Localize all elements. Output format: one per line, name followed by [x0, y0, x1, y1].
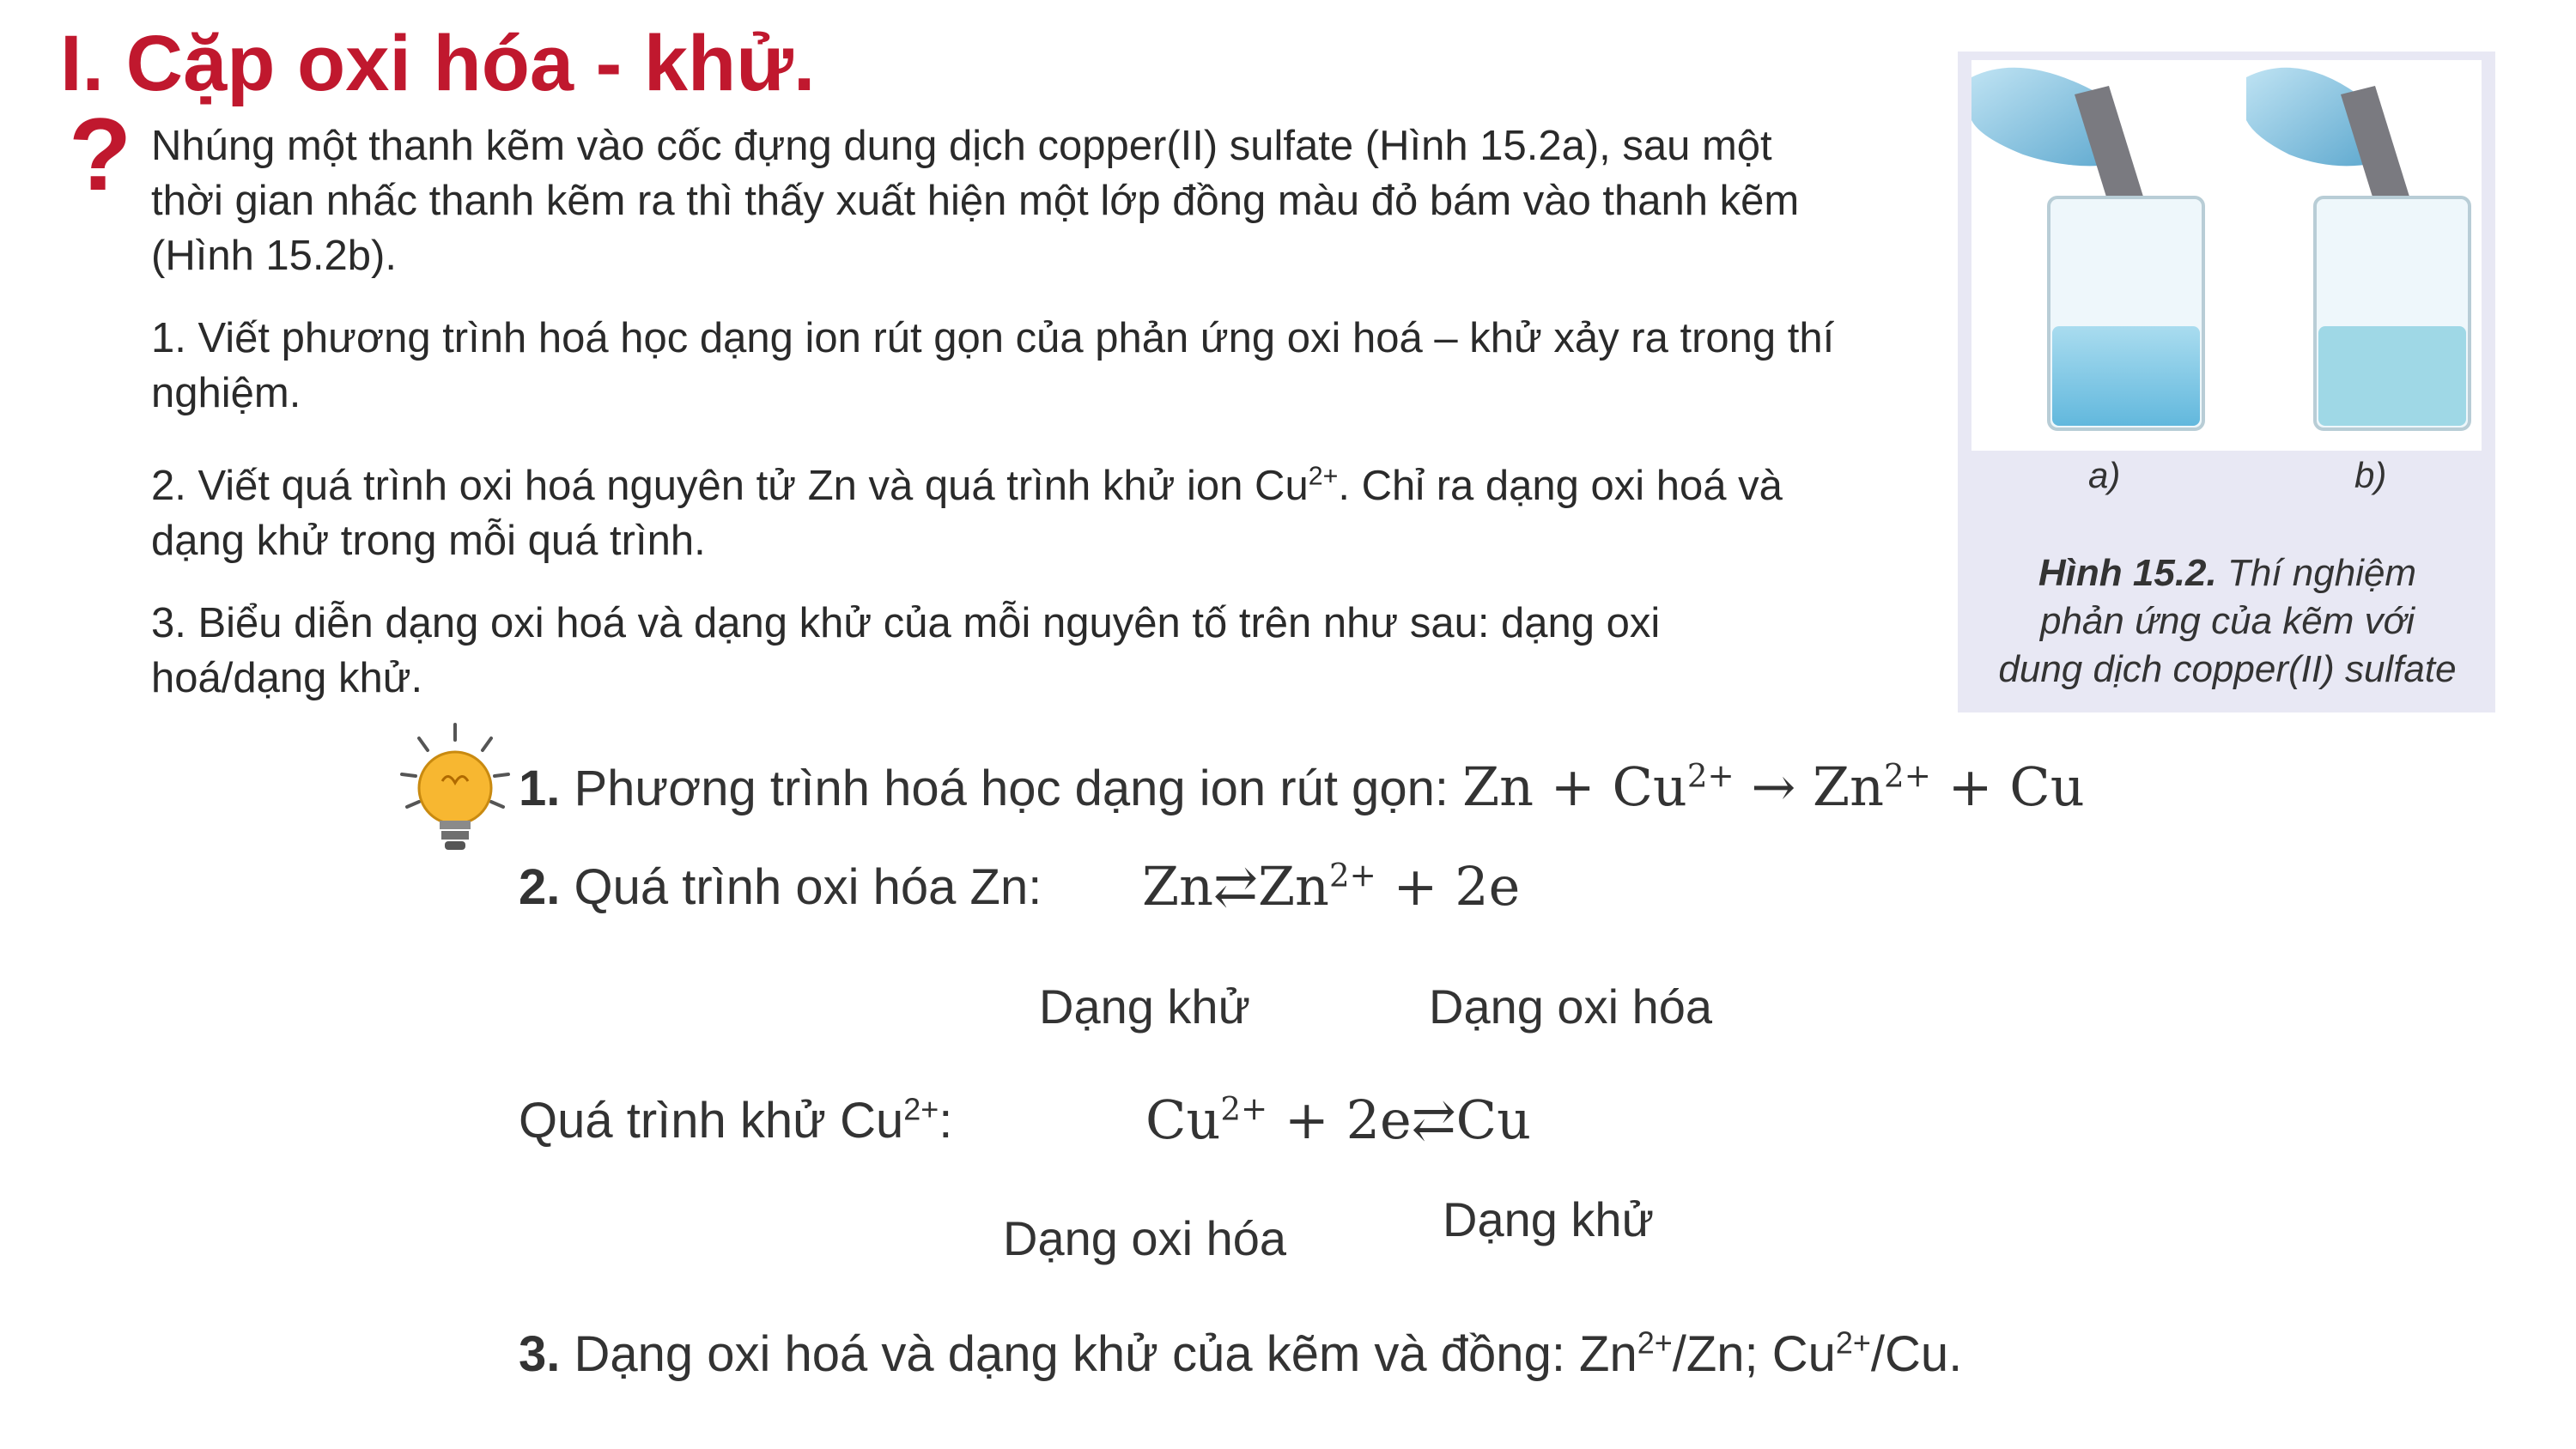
question-mark-icon: ?	[69, 97, 132, 212]
answer-2-label	[519, 858, 1042, 916]
eq2-charge: 2+	[1328, 856, 1376, 894]
figure-label-a: a)	[2088, 455, 2121, 495]
answer-2-text: Quá trình oxi hóa Zn:	[560, 859, 1042, 915]
eq1-plus-2: +	[1930, 755, 2010, 818]
answer-3-end: /Cu.	[1870, 1326, 1963, 1382]
equation-1	[1462, 755, 2085, 818]
eq1-arrow: →	[1734, 755, 1814, 818]
eq3-electrons: 2e	[1346, 1088, 1412, 1151]
answer-3-mid: /Zn; Cu	[1672, 1326, 1836, 1382]
solution-a	[2052, 326, 2200, 426]
caption-bold: Hình 15.2.	[2038, 552, 2217, 594]
figure-caption	[1975, 549, 2480, 694]
answer-2b-label	[519, 1092, 952, 1149]
eq2-zn-ion: Zn	[1257, 855, 1329, 918]
caption-rest: Thí nghiệm	[2216, 552, 2417, 594]
question-2-line-1	[151, 458, 1946, 513]
eq1-zn: Zn	[1462, 755, 1534, 818]
answer-3-sup-2: 2+	[1835, 1325, 1871, 1361]
intro-line-2: thời gian nhấc thanh kẽm ra thì thấy xuất hiện một lớp đồng màu đỏ bám vào thanh kẽm	[151, 178, 1800, 224]
eq1-cu: Cu	[1612, 755, 1687, 818]
answer-1	[519, 755, 2085, 818]
answer-3-number: 3.	[519, 1326, 561, 1382]
q2-charge: 2+	[1308, 461, 1339, 491]
caption-line-3: dung dịch copper(II) sulfate	[1998, 648, 2457, 690]
eq2-label-reduced: Dạng khử	[1039, 979, 1251, 1034]
lightbulb-icon	[395, 721, 515, 867]
eq3-label-oxidized: Dạng oxi hóa	[1003, 1211, 1287, 1265]
q2-text-a: 2. Viết quá trình oxi hoá nguyên tử Zn và quá trình khử ion Cu	[151, 463, 1309, 509]
question-1-line-2: nghiệm.	[151, 370, 301, 416]
answer-1-number: 1.	[519, 761, 561, 816]
solution-b	[2318, 326, 2466, 426]
eq3-charge: 2+	[1220, 1089, 1268, 1128]
section-title: I. Cặp oxi hóa - khử.	[60, 20, 816, 107]
eq1-zn-ion: Zn	[1813, 755, 1885, 818]
figure-photo	[1971, 60, 2482, 451]
eq1-zn-charge: 2+	[1884, 756, 1931, 795]
eq2-arrow: ⇄	[1213, 855, 1258, 918]
figure-label-b: b)	[2354, 455, 2387, 495]
beaker-experiment-illustration	[1971, 60, 2482, 451]
eq3-cu-product: Cu	[1455, 1088, 1532, 1151]
eq3-plus: +	[1267, 1088, 1346, 1151]
question-3-line-1: 3. Biểu diễn dạng oxi hoá và dạng khử của mỗi nguyên tố trên như sau: dạng oxi	[151, 600, 1661, 646]
eq2-label-oxidized: Dạng oxi hóa	[1429, 979, 1713, 1034]
answer-2b-colon: :	[939, 1093, 953, 1149]
eq1-cu-charge: 2+	[1686, 756, 1735, 795]
intro-line-3: (Hình 15.2b).	[151, 233, 397, 279]
answer-2-number: 2.	[519, 859, 561, 915]
intro-line-1: Nhúng một thanh kẽm vào cốc đựng dung dịch copper(II) sulfate (Hình 15.2a), sau một	[151, 123, 1772, 169]
eq1-cu-product: Cu	[2009, 755, 2085, 818]
question-1-line-1: 1. Viết phương trình hoá học dạng ion rút gọn của phản ứng oxi hoá – khử xảy ra trong thí	[151, 315, 1835, 361]
eq2-zn: Zn	[1142, 855, 1214, 918]
caption-line-2: phản ứng của kẽm với	[2039, 600, 2415, 642]
answer-2b-text: Quá trình khử Cu	[519, 1093, 904, 1149]
eq3-label-reduced: Dạng khử	[1443, 1192, 1655, 1246]
q2-text-b: . Chỉ ra dạng oxi hoá và	[1338, 463, 1783, 509]
question-2-line-2: dạng khử trong mỗi quá trình.	[151, 518, 706, 564]
equation-2	[1142, 855, 1520, 918]
answer-3-sup-1: 2+	[1637, 1325, 1673, 1361]
eq3-cu: Cu	[1145, 1088, 1221, 1151]
eq2-electrons: 2e	[1455, 855, 1521, 918]
question-3-line-2: hoá/dạng khử.	[151, 655, 423, 701]
eq2-plus: +	[1376, 855, 1455, 918]
answer-3-text: Dạng oxi hoá và dạng khử của kẽm và đồng: Zn	[560, 1326, 1637, 1382]
answer-2b-charge: 2+	[903, 1091, 939, 1127]
eq1-plus: +	[1534, 755, 1613, 818]
answer-1-text: Phương trình hoá học dạng ion rút gọn:	[560, 761, 1463, 816]
answer-3	[519, 1325, 1962, 1383]
eq3-arrow: ⇄	[1411, 1088, 1456, 1151]
equation-3	[1145, 1088, 1531, 1151]
